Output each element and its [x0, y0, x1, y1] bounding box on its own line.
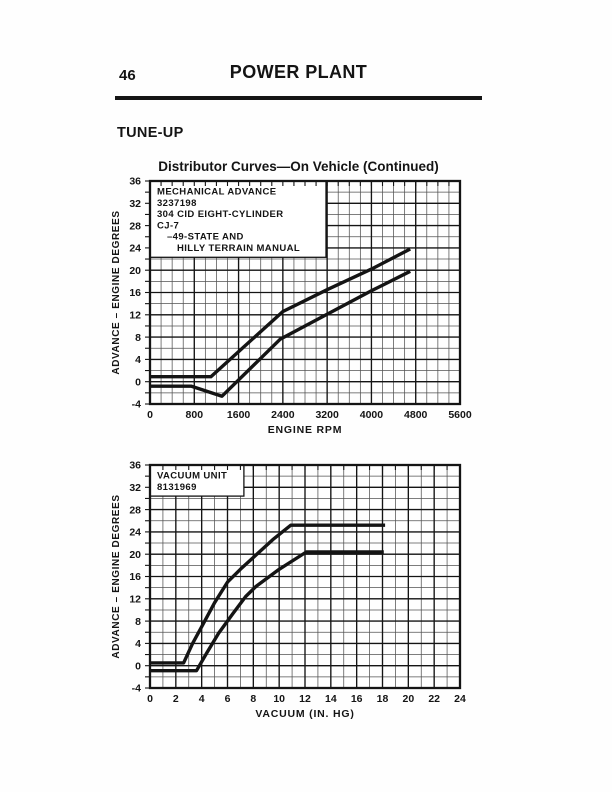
page-header: [115, 62, 482, 83]
y-tick-label: 0: [135, 376, 141, 389]
y-tick-label: 32: [129, 481, 141, 494]
chart-group-subtitle: Distributor Curves—On Vehicle (Continued): [158, 158, 439, 174]
spec-label-line: HILLY TERRAIN MANUAL: [177, 243, 301, 254]
page-number: 46: [119, 67, 136, 84]
y-tick-label: 8: [135, 331, 141, 344]
y-tick-label: 24: [129, 526, 141, 539]
x-tick-label: 4: [198, 693, 205, 705]
x-tick-label: 16: [350, 693, 363, 705]
page-title: POWER PLANT: [229, 62, 368, 82]
x-tick-label: 18: [376, 693, 389, 705]
y-tick-label: 0: [135, 660, 141, 673]
y-tick-label: 28: [129, 220, 141, 233]
x-tick-label: 6: [224, 693, 231, 705]
y-tick-label: 16: [129, 287, 141, 300]
x-axis-title: VACUUM (IN. HG): [255, 708, 355, 720]
y-tick-label: 32: [129, 197, 141, 210]
x-tick-label: 1600: [226, 409, 251, 421]
spec-label-line: 304 CID EIGHT-CYLINDER: [157, 209, 284, 221]
y-tick-label: -4: [131, 682, 141, 695]
y-tick-label: 12: [129, 593, 141, 606]
y-tick-label: 8: [135, 615, 141, 628]
x-tick-label: 5600: [448, 409, 472, 421]
x-tick-label: 10: [273, 693, 286, 705]
x-tick-label: 0: [147, 409, 153, 421]
y-tick-label: 28: [129, 504, 141, 517]
y-axis-title: ADVANCE – ENGINE DEGREES: [111, 210, 122, 375]
x-tick-label: 2400: [271, 409, 295, 421]
vacuum-unit-chart: [104, 459, 468, 731]
x-tick-label: 20: [402, 693, 415, 705]
y-tick-label: 24: [129, 242, 141, 255]
spec-label-line: MECHANICAL ADVANCE: [157, 186, 277, 198]
mechanical-advance-chart: [104, 175, 472, 447]
y-axis-title: ADVANCE – ENGINE DEGREES: [111, 494, 122, 659]
x-tick-label: 3200: [315, 409, 339, 421]
spec-label-line: –49-STATE AND: [167, 231, 244, 243]
y-tick-label: 4: [135, 354, 141, 367]
x-tick-label: 4000: [359, 409, 384, 421]
x-tick-label: 22: [428, 693, 441, 705]
x-axis-title: ENGINE RPM: [267, 424, 343, 436]
y-tick-label: 12: [129, 309, 141, 322]
section-heading: TUNE-UP: [117, 125, 184, 142]
x-tick-label: 14: [324, 693, 337, 705]
x-tick-label: 800: [185, 409, 204, 421]
spec-label-line: 8131969: [157, 481, 197, 493]
spec-label-box: [150, 181, 326, 257]
x-tick-label: 24: [454, 693, 466, 705]
y-tick-label: -4: [131, 398, 141, 411]
x-tick-label: 12: [299, 693, 311, 705]
spec-label-line: 3237198: [157, 197, 197, 209]
y-tick-label: 20: [129, 548, 141, 561]
spec-label-line: CJ-7: [157, 220, 180, 232]
spec-label-line: VACUUM UNIT: [157, 470, 228, 482]
y-tick-label: 36: [129, 459, 141, 472]
y-tick-label: 20: [129, 264, 141, 277]
y-tick-label: 16: [129, 571, 141, 584]
y-tick-label: 4: [135, 638, 141, 651]
x-tick-label: 0: [147, 693, 153, 705]
header-rule: [115, 96, 482, 100]
x-tick-label: 2: [172, 693, 179, 705]
spec-label-box: [150, 465, 244, 496]
upper-curve: [150, 525, 385, 663]
x-tick-label: 8: [250, 693, 257, 705]
x-tick-label: 4800: [404, 409, 428, 421]
lower-curve: [150, 552, 384, 671]
y-tick-label: 36: [129, 175, 141, 188]
